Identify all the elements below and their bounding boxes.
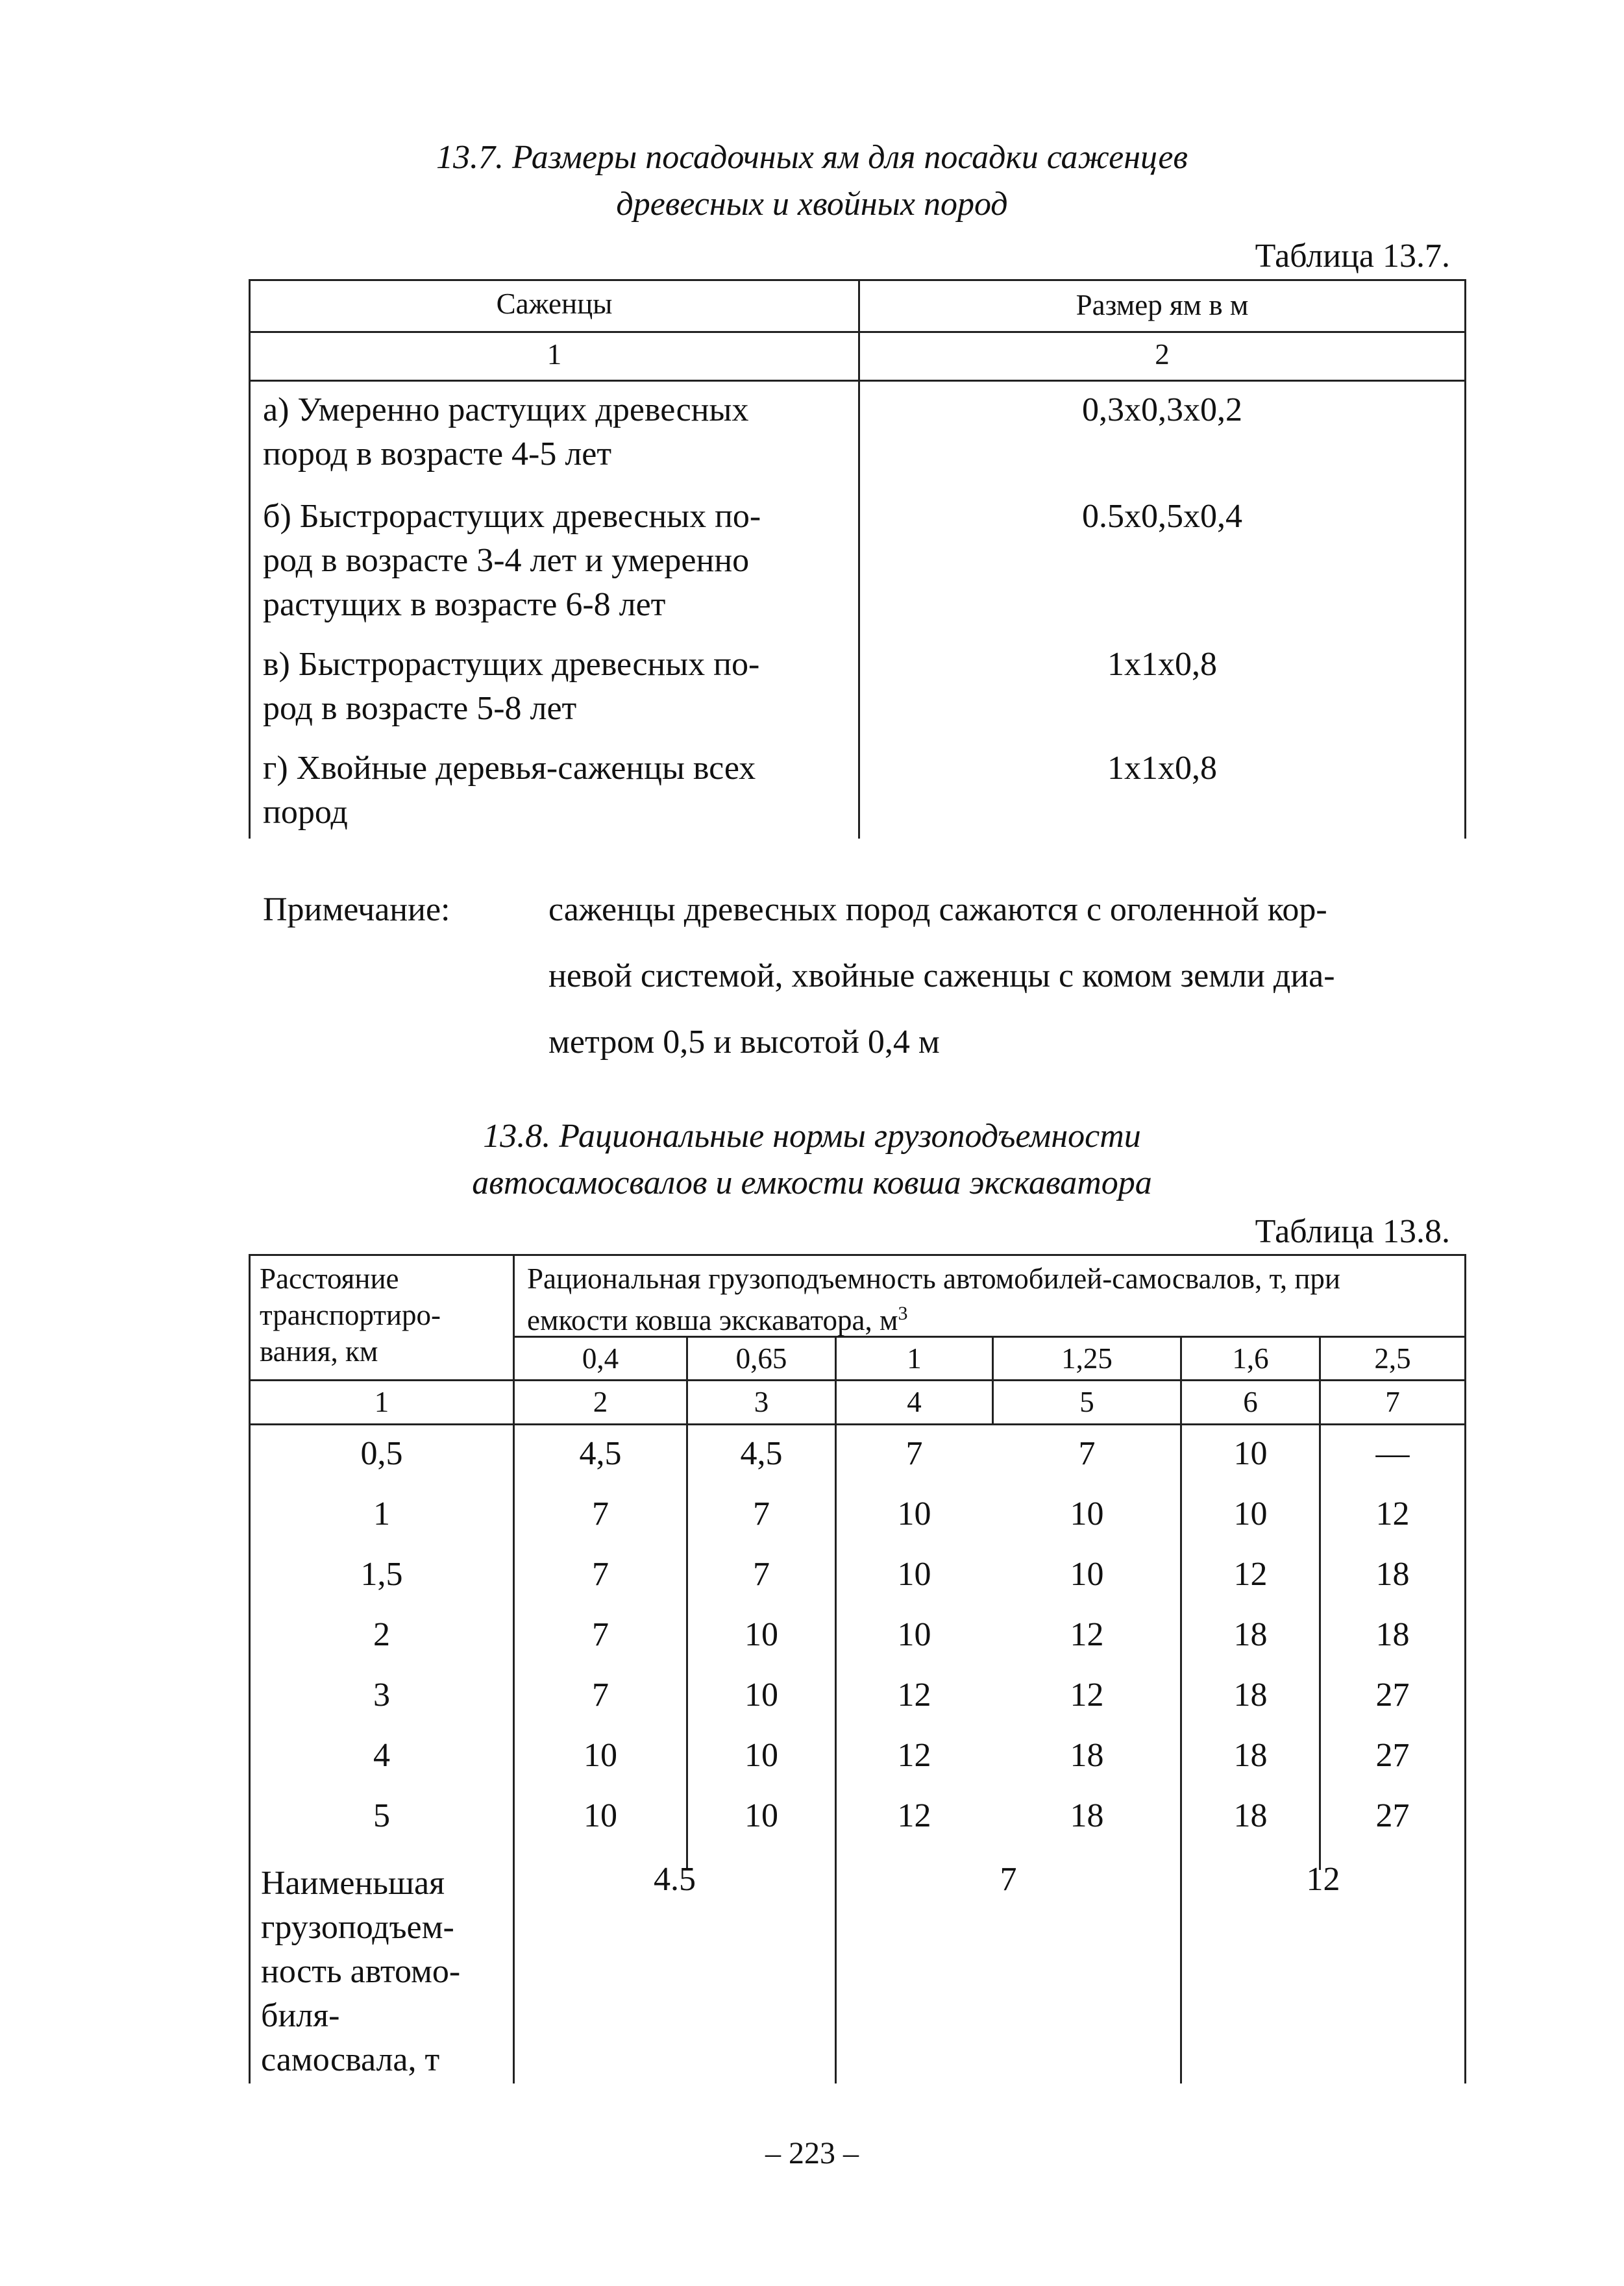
distance-cell: 3: [373, 1677, 390, 1714]
capacity-cell: 18: [1375, 1616, 1410, 1653]
capacity-cell: 18: [1233, 1737, 1268, 1774]
capacity-cell: 10: [897, 1495, 931, 1532]
col-number: 6: [1243, 1386, 1258, 1418]
page-number: – 223 –: [765, 2136, 859, 2170]
capacity-cell: 7: [592, 1616, 609, 1653]
capacity-cell: 18: [1375, 1556, 1410, 1593]
table-13-8-label: Таблица 13.8.: [1255, 1213, 1450, 1250]
min-label-line4: биля-: [261, 1997, 340, 2034]
table-line: [249, 331, 1466, 333]
header-saplings: Саженцы: [496, 288, 613, 320]
row-c-line2: род в возрасте 5-8 лет: [263, 690, 577, 727]
row-c-line1: в) Быстрорастущих древесных по-: [263, 646, 760, 683]
table-line: [249, 1254, 251, 2083]
capacity-cell: 10: [584, 1737, 617, 1774]
capacity-cell: 27: [1375, 1737, 1410, 1774]
capacity-cell: 12: [897, 1797, 931, 1834]
capacity-cell: 10: [1070, 1556, 1104, 1593]
capacity-cell: 18: [1070, 1797, 1104, 1834]
col-number: 3: [754, 1386, 769, 1418]
capacity-cell: 4,5: [579, 1435, 622, 1472]
capacity-cell: 7: [753, 1556, 770, 1593]
capacity-cell: 18: [1233, 1677, 1268, 1714]
row-d-size: 1х1х0,8: [1107, 750, 1217, 787]
capacity-cell: 10: [1070, 1495, 1104, 1532]
min-label-line3: ность автомо-: [261, 1953, 461, 1990]
capacity-cell: 10: [1233, 1495, 1268, 1532]
capacity-cell: 12: [1070, 1616, 1104, 1653]
distance-cell: 4: [373, 1737, 390, 1774]
capacity-cell: 10: [744, 1797, 778, 1834]
capacity-cell: 27: [1375, 1677, 1410, 1714]
capacity-cell: 7: [592, 1556, 609, 1593]
table-13-7-title-line1: 13.7. Размеры посадочных ям для посадки саженцев: [436, 139, 1188, 176]
capacity-cell: 7: [1078, 1435, 1096, 1472]
table-line: [249, 1423, 1466, 1425]
col-number: 2: [1155, 338, 1170, 371]
capacity-cell: 18: [1070, 1737, 1104, 1774]
note-line2: невой системой, хвойные саженцы с комом земли диа-: [548, 957, 1335, 994]
row-c-size: 1х1х0,8: [1107, 646, 1217, 683]
capacity-cell: 12: [1375, 1495, 1410, 1532]
capacity-cell: —: [1375, 1435, 1410, 1472]
capacity-cell: 12: [897, 1737, 931, 1774]
min-capacity-value: 12: [1306, 1861, 1340, 1898]
capacity-cell: 10: [584, 1797, 617, 1834]
table-line: [1464, 1254, 1466, 2083]
row-a-line1: а) Умеренно растущих древесных: [263, 391, 749, 428]
header-capacity-text: емкости ковша экскаватора, м: [527, 1304, 898, 1336]
note-line3: метром 0,5 и высотой 0,4 м: [548, 1024, 940, 1061]
col-number: 5: [1079, 1386, 1094, 1418]
distance-cell: 5: [373, 1797, 390, 1834]
capacity-cell: 7: [753, 1495, 770, 1532]
table-13-8-title-line1: 13.8. Рациональные нормы грузоподъемности: [483, 1118, 1141, 1155]
min-capacity-value: 7: [1000, 1861, 1017, 1898]
table-line: [249, 279, 1466, 281]
distance-cell: 1,5: [360, 1556, 403, 1593]
header-distance-line3: вания, км: [260, 1335, 378, 1368]
min-capacity-value: 4.5: [654, 1861, 696, 1898]
capacity-cell: 7: [905, 1435, 923, 1472]
distance-cell: 0,5: [360, 1435, 403, 1472]
capacity-cell: 7: [592, 1495, 609, 1532]
col-number: 4: [907, 1386, 922, 1418]
bucket-size: 1,6: [1232, 1342, 1269, 1375]
capacity-cell: 10: [744, 1737, 778, 1774]
capacity-cell: 7: [592, 1677, 609, 1714]
row-b-line1: б) Быстрорастущих древесных по-: [263, 498, 761, 535]
table-13-7-label: Таблица 13.7.: [1255, 238, 1450, 275]
bucket-size: 0,4: [582, 1342, 619, 1375]
capacity-cell: 4,5: [740, 1435, 783, 1472]
capacity-cell: 18: [1233, 1797, 1268, 1834]
capacity-cell: 10: [744, 1677, 778, 1714]
row-b-line3: растущих в возрасте 6-8 лет: [263, 586, 666, 623]
min-label-line2: грузоподъем-: [261, 1909, 454, 1946]
bucket-size: 1,25: [1061, 1342, 1113, 1375]
header-capacity-line2: [527, 1296, 908, 1338]
table-line: [1464, 279, 1466, 839]
distance-cell: 2: [373, 1616, 390, 1653]
capacity-cell: 18: [1233, 1616, 1268, 1653]
table-line: [249, 1379, 1466, 1381]
capacity-cell: 10: [897, 1616, 931, 1653]
note-label: Примечание:: [263, 891, 450, 928]
row-a-line2: пород в возрасте 4-5 лет: [263, 436, 612, 473]
table-line: [249, 1254, 1466, 1256]
capacity-cell: 10: [897, 1556, 931, 1593]
col-number: 7: [1385, 1386, 1400, 1418]
row-d-line1: г) Хвойные деревья-саженцы всех: [263, 750, 756, 787]
row-b-size: 0.5х0,5х0,4: [1082, 498, 1242, 535]
col-number: 1: [547, 338, 562, 371]
capacity-cell: 10: [1233, 1435, 1268, 1472]
row-d-line2: пород: [263, 794, 348, 831]
row-a-size: 0,3х0,3х0,2: [1082, 391, 1242, 428]
header-distance-line1: Расстояние: [260, 1262, 399, 1295]
header-pit-size: Размер ям в м: [1076, 289, 1249, 321]
capacity-cell: 12: [1233, 1556, 1268, 1593]
capacity-cell: 12: [897, 1677, 931, 1714]
bucket-size: 0,65: [735, 1342, 787, 1375]
min-label-line5: самосвала, т: [261, 2041, 440, 2078]
table-13-7-title-line2: древесных и хвойных пород: [616, 186, 1008, 223]
table-13-8-title-line2: автосамосвалов и емкости ковша экскаватора: [472, 1164, 1152, 1201]
header-distance-line2: транспортиро-: [260, 1299, 441, 1331]
capacity-cell: 10: [744, 1616, 778, 1653]
table-line: [513, 1254, 515, 2083]
capacity-cell: 12: [1070, 1677, 1104, 1714]
row-b-line2: род в возрасте 3-4 лет и умеренно: [263, 542, 750, 579]
capacity-cell: 27: [1375, 1797, 1410, 1834]
distance-cell: 1: [373, 1495, 390, 1532]
col-number: 2: [593, 1386, 608, 1418]
min-label-line1: Наименьшая: [261, 1865, 445, 1902]
header-capacity-sup: 3: [898, 1303, 908, 1324]
bucket-size: 2,5: [1374, 1342, 1411, 1375]
note-line1: саженцы древесных пород сажаются с оголенной кор-: [548, 891, 1327, 928]
table-line: [249, 380, 1466, 382]
bucket-size: 1: [907, 1342, 922, 1375]
col-number: 1: [374, 1386, 389, 1418]
header-capacity-line1: Рациональная грузоподъемность автомобилей-самосвалов, т, при: [527, 1262, 1340, 1295]
